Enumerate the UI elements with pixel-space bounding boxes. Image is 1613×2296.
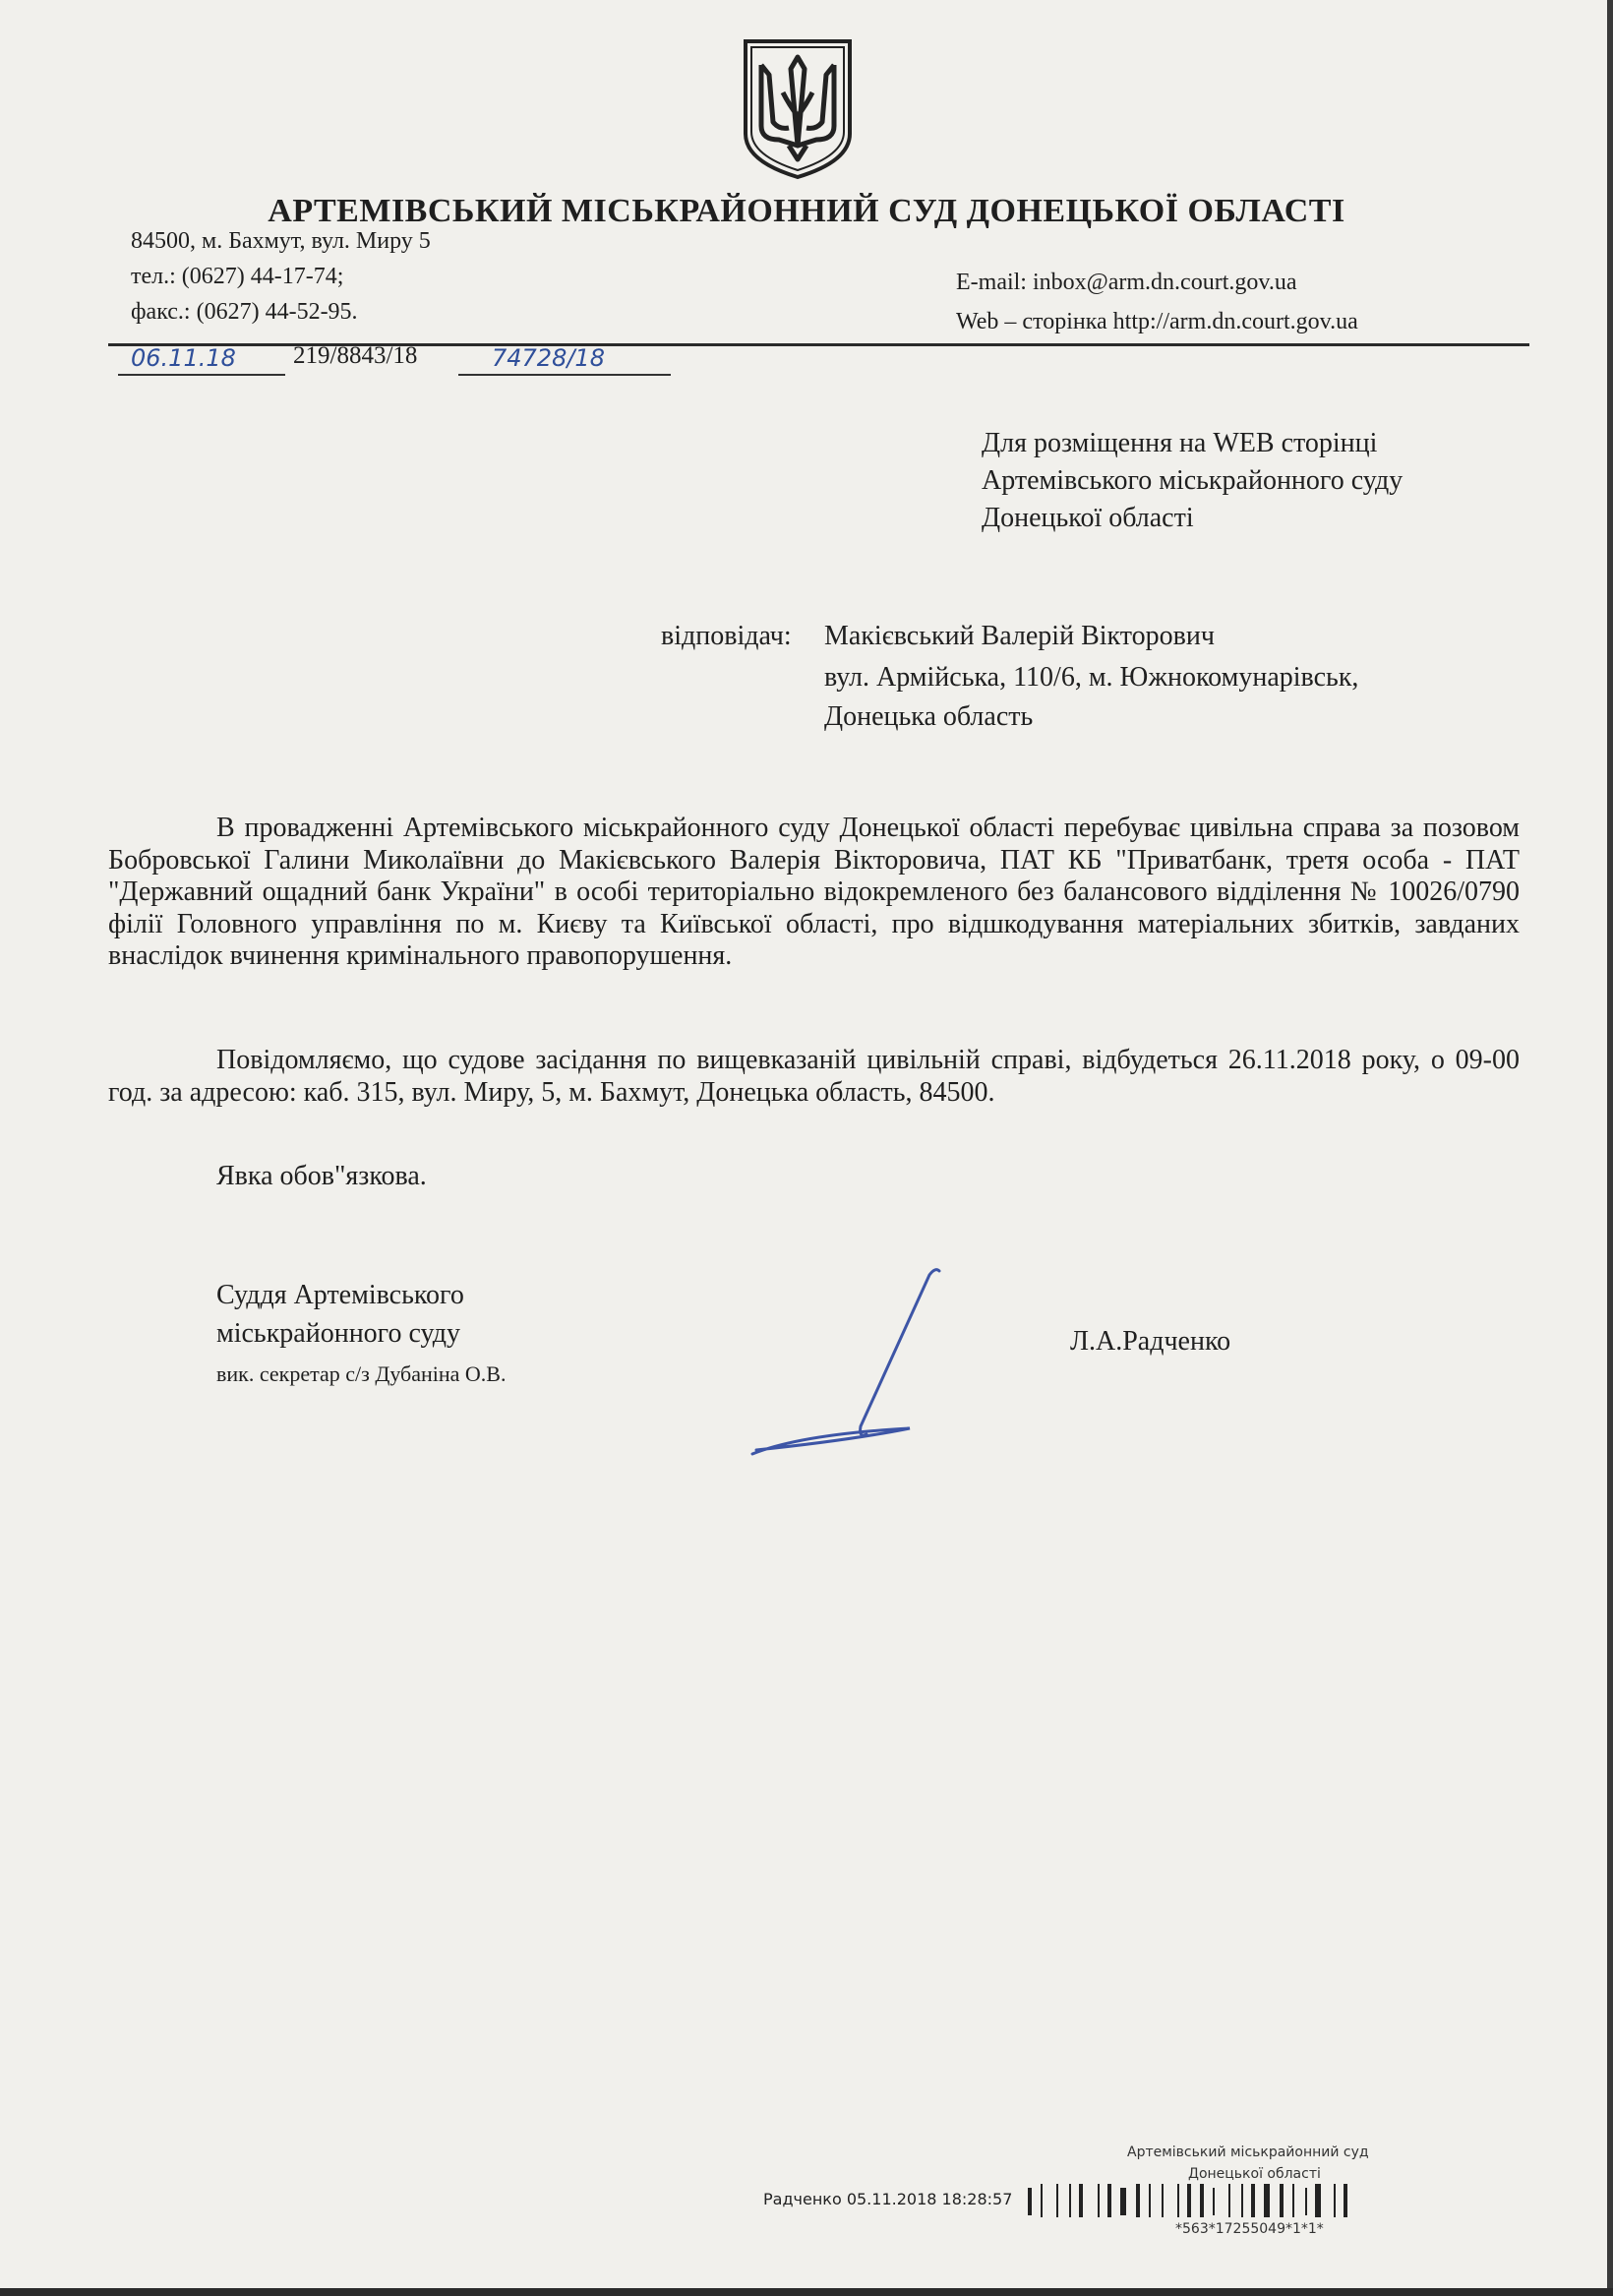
body-paragraph-1-text: В провадженні Артемівського міськрайонного суду Донецької області перебуває цивільна справа за позовом Бобровської Галини Миколаївни до Макієвського Валерія Вікторовича, ПАТ КБ "Приватбанк, третя особа - ПАТ "Державний ощадний банк України" в особі територіально відокремленого без балансового відділення № 10026/0790 філії Головного управління по м. Києву та Київської області, про відшкодування матеріальних збитків, завданих внаслідок вчинення кримінального правопорушення.	[108, 813, 1520, 971]
registration-date: 06.11.18	[131, 344, 236, 372]
recipient-name: Макієвський Валерій Вікторович	[824, 621, 1215, 651]
court-web: Web – сторінка http://arm.dn.court.gov.ua	[956, 309, 1358, 334]
handwritten-signature	[743, 1259, 959, 1466]
scan-edge-bottom	[0, 2288, 1613, 2296]
barcode	[1028, 2184, 1500, 2223]
body-paragraph-3: Явка обов"язкова.	[216, 1161, 427, 1191]
placement-note-line2: Артемівського міськрайонного суду	[982, 465, 1404, 496]
signer-title-line1: Суддя Артемівського	[216, 1280, 464, 1310]
body-paragraph-2	[108, 1045, 1520, 1109]
footer-court-line2: Донецької області	[1188, 2166, 1321, 2182]
secretary-line: вик. секретар с/з Дубаніна О.В.	[216, 1361, 507, 1386]
barcode-text: *563*17255049*1*1*	[1175, 2221, 1324, 2237]
court-name: АРТЕМІВСЬКИЙ МІСЬКРАЙОННИЙ СУД ДОНЕЦЬКОЇ ОБЛАСТІ	[268, 193, 1345, 229]
date-underline	[118, 374, 285, 376]
body-paragraph-2-text: Повідомляємо, що судове засідання по вищевказаній цивільній справі, відбудеться 26.11.2018 року, о 09-00 год. за адресою: каб. 315, вул. Миру, 5, м. Бахмут, Донецька область, 84500.	[108, 1045, 1520, 1108]
footer-court-line1: Артемівський міськрайонний суд	[1127, 2145, 1369, 2160]
outgoing-underline	[458, 374, 671, 376]
outgoing-number: 74728/18	[492, 344, 605, 372]
recipient-label: відповідач:	[661, 621, 792, 651]
case-number: 219/8843/18	[293, 342, 418, 369]
court-phone: тел.: (0627) 44-17-74;	[131, 264, 344, 289]
recipient-address-line2: Донецька область	[824, 701, 1034, 732]
judge-name: Л.А.Радченко	[1070, 1326, 1231, 1357]
court-email: E-mail: inbox@arm.dn.court.gov.ua	[956, 270, 1297, 295]
court-fax: факс.: (0627) 44-52-95.	[131, 299, 358, 325]
body-paragraph-1	[108, 813, 1520, 973]
scan-edge-right	[1607, 0, 1613, 2296]
placement-note-line3: Донецької області	[982, 503, 1194, 533]
placement-note-line1: Для розміщення на WEB сторінці	[982, 428, 1378, 458]
coat-of-arms-icon	[740, 35, 856, 181]
footer-stamp: Радченко 05.11.2018 18:28:57	[763, 2190, 1013, 2208]
signer-title-line2: міськрайонного суду	[216, 1318, 461, 1349]
recipient-address-line1: вул. Армійська, 110/6, м. Южнокомунарівськ,	[824, 662, 1359, 693]
court-address: 84500, м. Бахмут, вул. Миру 5	[131, 228, 431, 254]
